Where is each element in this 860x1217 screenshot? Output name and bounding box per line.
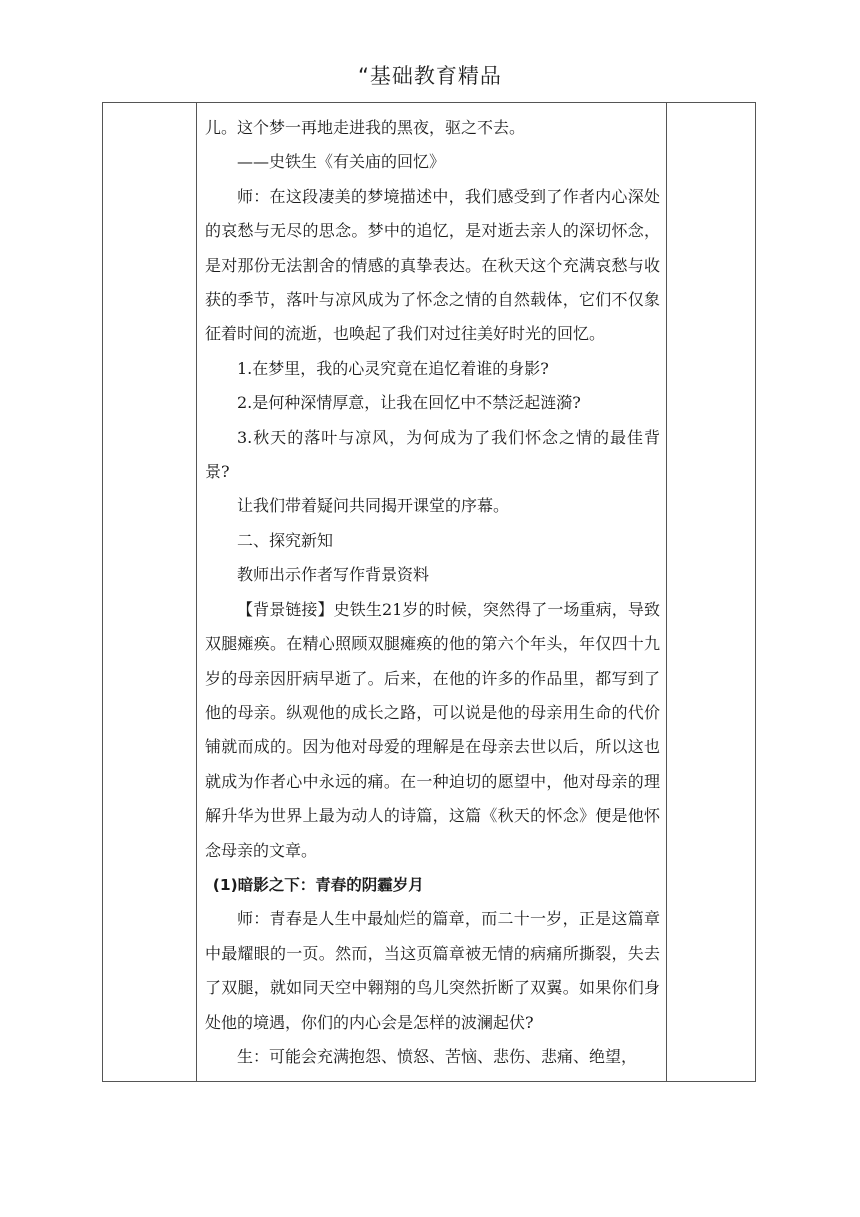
question-item-1: 1.在梦里，我的心灵究竟在追忆着谁的身影?: [237, 358, 549, 378]
lesson-content: [197, 103, 666, 1074]
question-item-2: 2.是何种深情厚意，让我在回忆中不禁泛起涟漪?: [237, 393, 581, 413]
right-margin-cell: [667, 103, 756, 1082]
quote-attribution: ——史铁生《有关庙的回忆》: [237, 152, 446, 172]
section-title-explore: 二、探究新知: [237, 530, 334, 550]
table-row: [103, 103, 756, 1082]
teacher-instruction: 教师出示作者写作背景资料: [237, 565, 430, 585]
student-answer-paragraph: 生：可能会充满抱怨、愤怒、苦恼、悲伤、悲痛、绝望，: [237, 1046, 638, 1066]
lesson-plan-table: [102, 102, 756, 1082]
transition-sentence: 让我们带着疑问共同揭开课堂的序幕。: [237, 496, 510, 516]
content-cell: [197, 103, 667, 1082]
left-margin-cell: [103, 103, 197, 1082]
teacher-intro-paragraph: 师：在这段凄美的梦境描述中，我们感受到了作者内心深处的哀愁与无尽的思念。梦中的追忆，是对逝去亲人的深切怀念，是对那份无法割舍的情感的真挚表达。在秋天这个充满哀愁与收获的季节，落叶与凉风成为了怀念之情的自然载体，它们不仅象征着时间的流逝，也唤起了我们对过往美好时光的回忆。: [205, 186, 660, 344]
page-header-title: “基础教育精品: [358, 64, 502, 88]
question-item-3: 3.秋天的落叶与凉风，为何成为了我们怀念之情的最佳背景?: [205, 427, 660, 482]
background-link-paragraph: 【背景链接】史铁生21岁的时候，突然得了一场重病，导致双腿瘫痪。在精心照顾双腿瘫痪的他的第六个年头，年仅四十九岁的母亲因肝病早逝了。后来，在他的许多的作品里，都写到了他的母亲。纵观他的成长之路，可以说是他的母亲用生命的代价铺就而成的。因为他对母爱的理解是在母亲去世以后，所以这也就成为作者心中永远的痛。在一种迫切的愿望中，他对母亲的理解升华为世界上最为动人的诗篇，这篇《秋天的怀念》便是他怀念母亲的文章。: [205, 599, 660, 860]
teacher-question-paragraph: 师：青春是人生中最灿烂的篇章，而二十一岁，正是这篇章中最耀眼的一页。然而，当这页篇章被无情的病痛所撕裂，失去了双腿，就如同天空中翱翔的鸟儿突然折断了双翼。如果你们身处他的境遇，你们的内心会是怎样的波澜起伏?: [205, 909, 660, 1032]
paragraph-dream-ending: 儿。这个梦一再地走进我的黑夜，驱之不去。: [205, 118, 526, 137]
subsection-heading: (1)暗影之下：青春的阴霾岁月: [212, 875, 424, 894]
